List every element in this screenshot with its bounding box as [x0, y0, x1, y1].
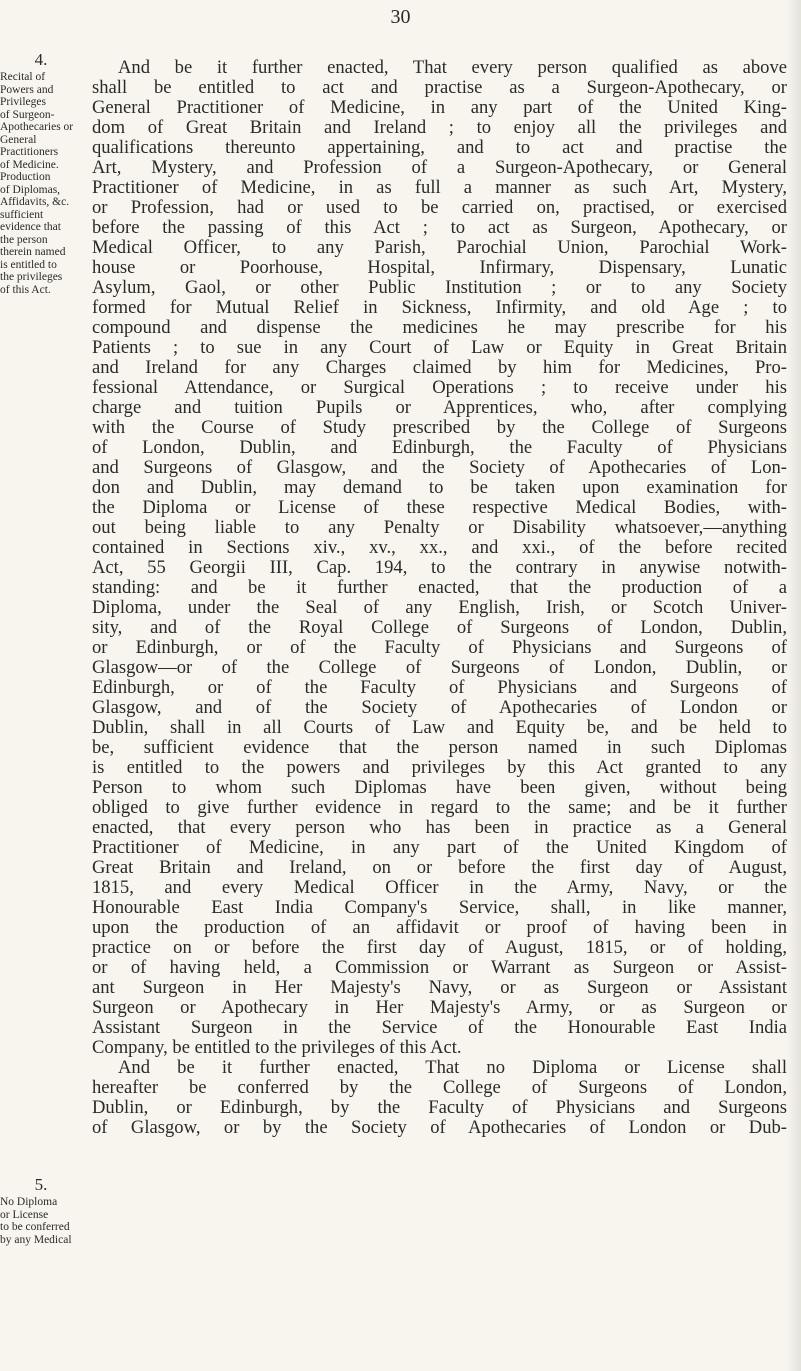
paragraph-line: Surgeon or Apothecary in Her Majesty's Army, or as Surgeon or	[92, 997, 787, 1018]
margin-note-line: No Diploma	[0, 1196, 58, 1208]
margin-note-line: to be conferred	[0, 1221, 70, 1233]
margin-note-text	[0, 71, 82, 296]
paragraph-line: don and Dublin, may demand to be taken upon examination for	[92, 477, 787, 498]
paragraph-line: 1815, and every Medical Officer in the Army, Navy, or the	[92, 877, 787, 898]
section-5-paragraph	[92, 1058, 787, 1138]
margin-note-section-4	[0, 50, 82, 296]
paragraph-line: shall be entitled to act and practise as a Surgeon-Apothecary, or	[92, 77, 787, 98]
margin-note-line: therein named	[0, 246, 66, 258]
paragraph-line: sity, and of the Royal College of Surgeons of London, Dublin,	[92, 617, 787, 638]
paragraph-line: Honourable East India Company's Service, shall, in like manner,	[92, 897, 787, 918]
paragraph-line: house or Poorhouse, Hospital, Infirmary, Dispensary, Lunatic	[92, 257, 787, 278]
margin-note-line: of Medicine.	[0, 158, 59, 171]
page-number: 30	[390, 6, 411, 28]
margin-note-line: is entitled to	[0, 258, 57, 271]
paragraph-line: Medical Officer, to any Parish, Parochial Union, Parochial Work-	[92, 237, 787, 258]
margin-note-text	[0, 1196, 82, 1246]
paragraph-line: contained in Sections xiv., xv., xx., and xxi., of the before recited	[92, 537, 787, 558]
paragraph-line: Diploma, under the Seal of any English, Irish, or Scotch Univer-	[92, 597, 787, 618]
page-edge-shadow	[787, 0, 801, 1371]
margin-note-line: Privileges	[0, 96, 46, 108]
paragraph-line: Act, 55 Georgii III, Cap. 194, to the contrary in anywise notwith-	[92, 557, 787, 578]
paragraph-line: or of having held, a Commission or Warrant as Surgeon or Assist-	[92, 957, 787, 978]
margin-note-section-5	[0, 1175, 82, 1246]
paragraph-line: Great Britain and Ireland, on or before the first day of August,	[92, 857, 787, 878]
paragraph-line: upon the production of an affidavit or proof of having been in	[92, 917, 787, 938]
section-number: 5.	[34, 1175, 48, 1194]
paragraph-line: the Diploma or License of these respective Medical Bodies, with-	[92, 497, 787, 518]
paragraph-line: is entitled to the powers and privileges by this Act granted to any	[92, 757, 787, 778]
paragraph-line: Company, be entitled to the privileges of this Act.	[92, 1037, 462, 1058]
paragraph-line: obliged to give further evidence in regard to the same; and be it further	[92, 797, 787, 818]
margin-note-line: Production	[0, 171, 51, 183]
paragraph-line: before the passing of this Act ; to act as Surgeon, Apothecary, or	[92, 217, 787, 238]
paragraph-line: General Practitioner of Medicine, in any part of the United King-	[92, 97, 787, 118]
paragraph-line: fessional Attendance, or Surgical Operations ; to receive under his	[92, 377, 787, 398]
paragraph-line: be, sufficient evidence that the person named in such Diplomas	[92, 737, 787, 758]
paragraph-line: Practitioner of Medicine, in as full a manner as such Art, Mystery,	[92, 177, 787, 198]
paragraph-line: formed for Mutual Relief in Sickness, Infirmity, and old Age ; to	[92, 297, 787, 318]
margin-note-line: the privileges	[0, 271, 63, 283]
paragraph-line: qualifications thereunto appertaining, and to act and practise the	[92, 137, 787, 158]
paragraph-line: Dublin, or Edinburgh, by the Faculty of Physicians and Surgeons	[92, 1097, 787, 1118]
paragraph-line: dom of Great Britain and Ireland ; to enjoy all the privileges and	[92, 117, 787, 138]
paragraph-line: Art, Mystery, and Profession of a Surgeon-Apothecary, or General	[92, 157, 787, 178]
paragraph-line: or Edinburgh, or of the Faculty of Physicians and Surgeons of	[92, 637, 787, 658]
margin-note-line: of Surgeon-	[0, 108, 55, 121]
paragraph-line: And be it further enacted, That every person qualified as above	[118, 57, 787, 78]
paragraph-line: Glasgow—or of the College of Surgeons of London, Dublin, or	[92, 657, 787, 678]
paragraph-line: and Ireland for any Charges claimed by him for Medicines, Pro-	[92, 357, 787, 378]
paragraph-line: Glasgow, and of the Society of Apothecaries of London or	[92, 697, 787, 718]
margin-note-line: Affidavits, &c.	[0, 196, 70, 208]
paragraph-line: hereafter be conferred by the College of Surgeons of London,	[92, 1077, 787, 1098]
paragraph-line: Practitioner of Medicine, in any part of the United Kingdom of	[92, 837, 787, 858]
paragraph-line: compound and dispense the medicines he may prescribe for his	[92, 317, 787, 338]
paragraph-line: ant Surgeon in Her Majesty's Navy, or as Surgeon or Assistant	[92, 977, 787, 998]
paragraph-line: and Surgeons of Glasgow, and the Society of Apothecaries of Lon-	[92, 457, 787, 478]
paragraph-line: of London, Dublin, and Edinburgh, the Faculty of Physicians	[92, 437, 787, 458]
margin-note-line: by any Medical	[0, 1233, 72, 1246]
margin-note-line: sufficient	[0, 208, 44, 221]
paragraph-line: standing: and be it further enacted, that the production of a	[92, 577, 787, 598]
margin-note-line: of Diplomas,	[0, 183, 61, 196]
paragraph-line: Asylum, Gaol, or other Public Institution ; or to any Society	[92, 277, 787, 298]
paragraph-line: practice on or before the first day of August, 1815, or of holding,	[92, 937, 787, 958]
paragraph-line: Edinburgh, or of the Faculty of Physicians and Surgeons of	[92, 677, 787, 698]
margin-note-line: or License	[0, 1208, 49, 1221]
margin-note-line: the person	[0, 233, 48, 246]
paragraph-line: Dublin, shall in all Courts of Law and Equity be, and be held to	[92, 717, 787, 738]
margin-note-line: Apothecaries or	[0, 121, 74, 133]
paragraph-line: Person to whom such Diplomas have been given, without being	[92, 777, 787, 798]
paragraph-line: enacted, that every person who has been in practice as a General	[92, 817, 787, 838]
margin-note-line: Powers and	[0, 83, 54, 96]
margin-note-line: General	[0, 133, 37, 146]
paragraph-line: out being liable to any Penalty or Disability whatsoever,—anything	[92, 517, 787, 538]
paragraph-line: Patients ; to sue in any Court of Law or Equity in Great Britain	[92, 337, 787, 358]
margin-note-line: Practitioners	[0, 146, 59, 158]
margin-note-line: of this Act.	[0, 283, 51, 296]
margin-note-line: evidence that	[0, 221, 61, 233]
section-number: 4.	[34, 50, 48, 69]
body-text	[92, 58, 787, 1138]
section-4-paragraph	[92, 58, 787, 1058]
paragraph-line: of Glasgow, or by the Society of Apothecaries of London or Dub-	[92, 1117, 787, 1138]
paragraph-line: And be it further enacted, That no Diploma or License shall	[118, 1057, 787, 1078]
paragraph-line: charge and tuition Pupils or Apprentices, who, after complying	[92, 397, 787, 418]
margin-note-line: Recital of	[0, 71, 46, 83]
paragraph-line: Assistant Surgeon in the Service of the Honourable East India	[92, 1017, 787, 1038]
paragraph-line: with the Course of Study prescribed by the College of Surgeons	[92, 417, 787, 438]
paragraph-line: or Profession, had or used to be carried on, practised, or exercised	[92, 197, 787, 218]
